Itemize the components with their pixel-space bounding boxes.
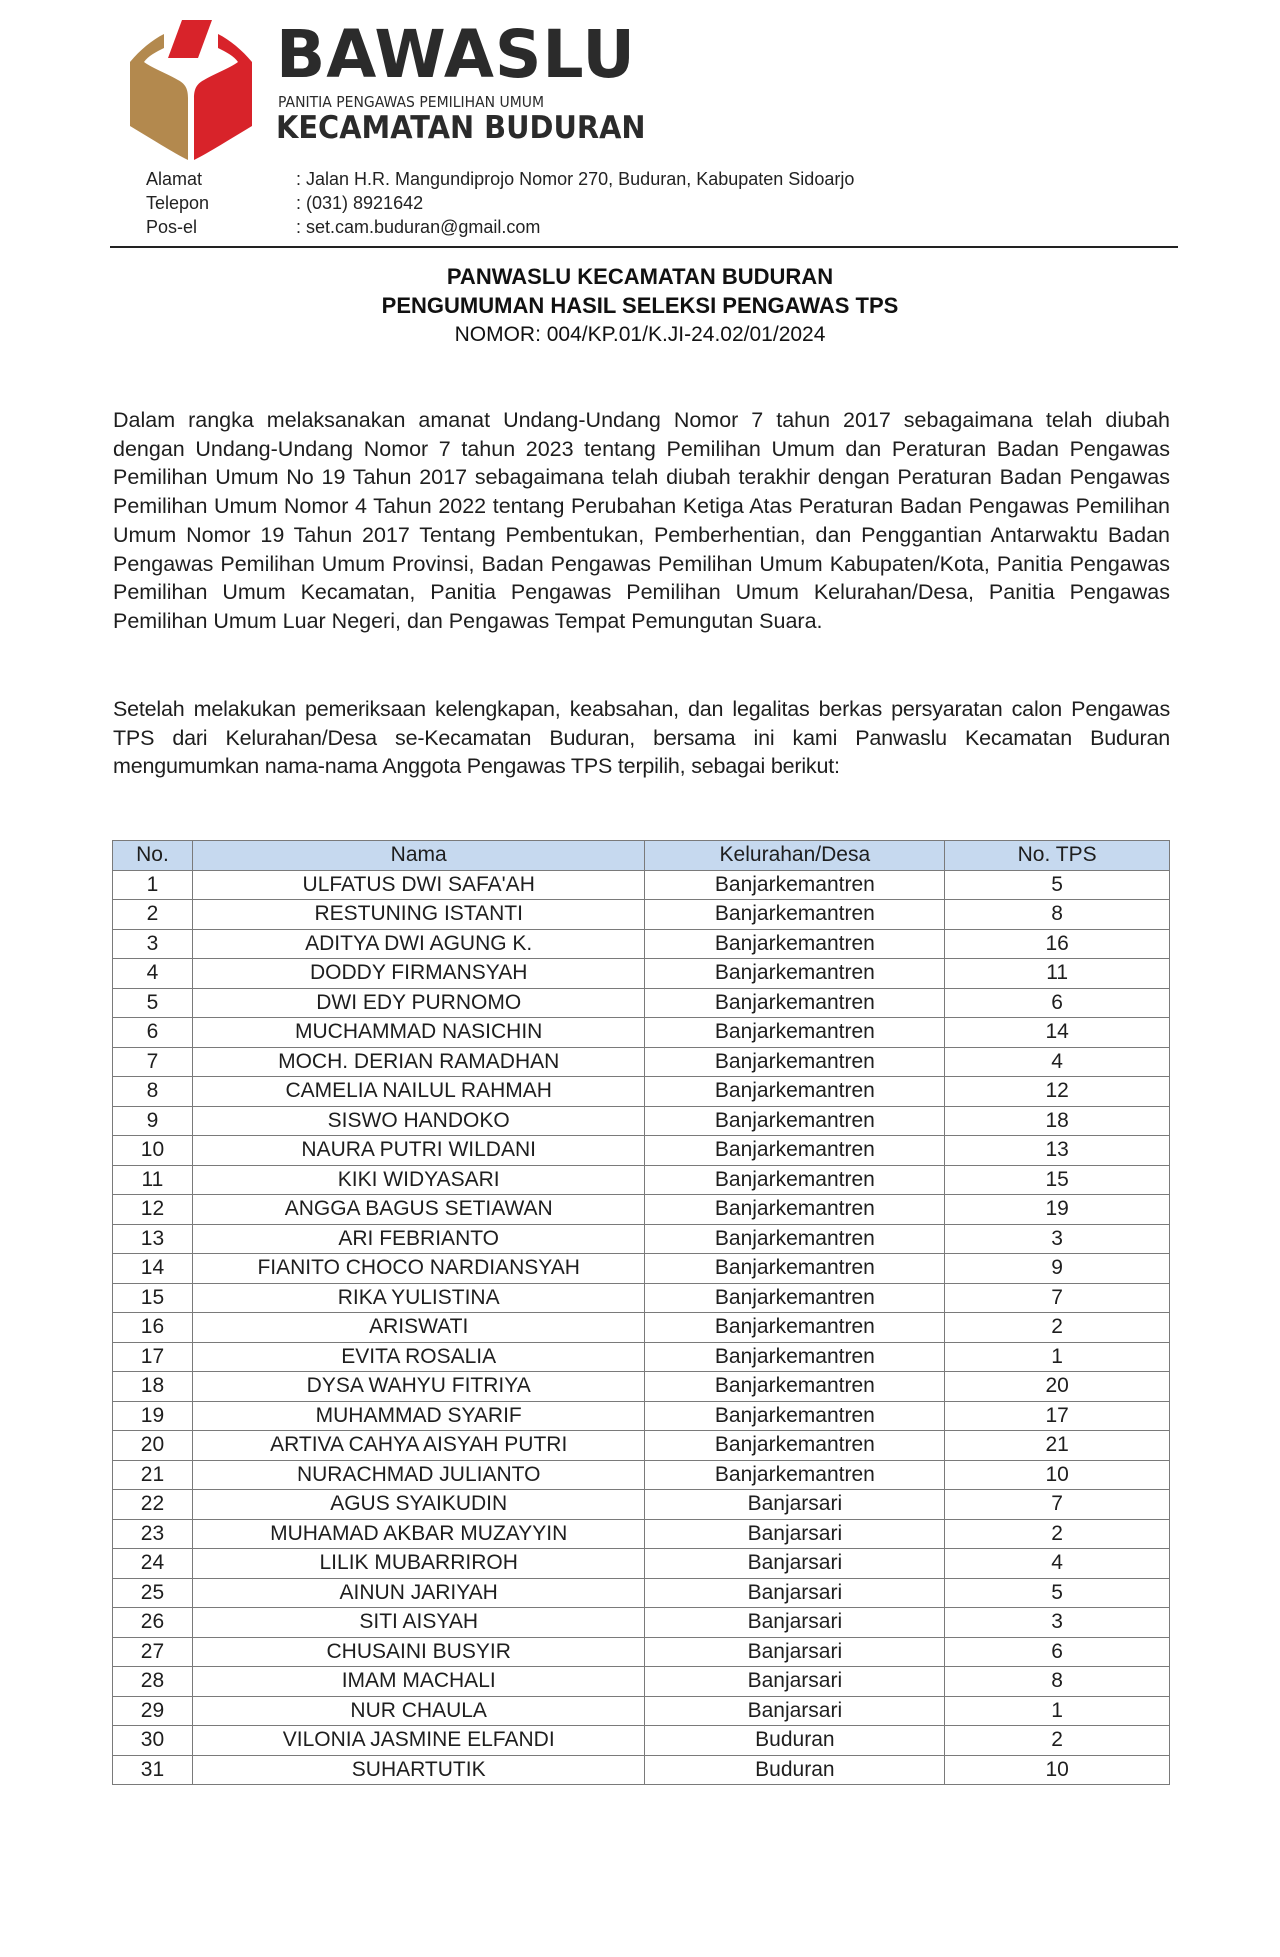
table-row: [113, 988, 1170, 1018]
cell-village: Banjarkemantren: [645, 1106, 945, 1136]
table-row: [113, 1165, 1170, 1195]
cell-name: CAMELIA NAILUL RAHMAH: [192, 1077, 645, 1107]
contact-value: : set.cam.buduran@gmail.com: [296, 217, 541, 237]
cell-tps: 5: [945, 870, 1170, 900]
cell-name: RIKA YULISTINA: [192, 1283, 645, 1313]
table-row: [113, 1608, 1170, 1638]
table-row: [113, 1047, 1170, 1077]
cell-village: Banjarkemantren: [645, 1195, 945, 1225]
paragraph-announcement: Setelah melakukan pemeriksaan kelengkapan, keabsahan, dan legalitas berkas persyaratan calon Pengawas TPS dari Kelurahan/Desa se-Kecamatan Buduran, bersama ini kami Panwaslu Kecamatan Buduran mengumumkan nama-nama Anggota Pengawas TPS terpilih, sebagai berikut:: [113, 697, 1170, 779]
table-header-row: [113, 841, 1170, 871]
cell-village: Banjarkemantren: [645, 988, 945, 1018]
cell-no: 25: [113, 1578, 193, 1608]
table-row: [113, 1519, 1170, 1549]
cell-tps: 17: [945, 1401, 1170, 1431]
cell-no: 5: [113, 988, 193, 1018]
cell-tps: 10: [945, 1755, 1170, 1785]
table-row: [113, 1313, 1170, 1343]
cell-tps: 13: [945, 1136, 1170, 1166]
cell-village: Buduran: [645, 1726, 945, 1756]
column-header-no: No.: [113, 841, 193, 871]
cell-tps: 4: [945, 1549, 1170, 1579]
cell-village: Banjarsari: [645, 1667, 945, 1697]
cell-no: 11: [113, 1165, 193, 1195]
table-body: [113, 870, 1170, 1785]
column-header-village: Kelurahan/Desa: [645, 841, 945, 871]
document-number: NOMOR: 004/KP.01/K.JI-24.02/01/2024: [454, 323, 826, 346]
cell-no: 19: [113, 1401, 193, 1431]
cell-village: Banjarsari: [645, 1490, 945, 1520]
cell-name: SITI AISYAH: [192, 1608, 645, 1638]
cell-village: Banjarkemantren: [645, 870, 945, 900]
cell-tps: 7: [945, 1283, 1170, 1313]
cell-name: NURACHMAD JULIANTO: [192, 1460, 645, 1490]
paragraph-legal-basis: Dalam rangka melaksanakan amanat Undang-Undang Nomor 7 tahun 2017 sebagaimana telah diubah dengan Undang-Undang Nomor 7 tahun 2023 tentang Pemilihan Umum dan Peraturan Badan Pengawas Pemilihan Umum No 19 Tahun 2017 sebagaimana telah diubah terakhir dengan Peraturan Badan Pengawas Pemilihan Umum Nomor 4 Tahun 2022 tentang Perubahan Ketiga Atas Peraturan Badan Pengawas Pemilihan Umum Nomor 19 Tahun 2017 Tentang Pembentukan, Pemberhentian, dan Penggantian Antarwaktu Badan Pengawas Pemilihan Umum Provinsi, Badan Pengawas Pemilihan Umum Kabupaten/Kota, Panitia Pengawas Pemilihan Umum Kecamatan, Panitia Pengawas Pemilihan Umum Kelurahan/Desa, Panitia Pengawas Pemilihan Umum Luar Negeri, dan Pengawas Tempat Pemungutan Suara.: [113, 408, 1170, 633]
column-header-name: Nama: [192, 841, 645, 871]
cell-village: Banjarkemantren: [645, 1313, 945, 1343]
cell-tps: 3: [945, 1224, 1170, 1254]
cell-name: MUCHAMMAD NASICHIN: [192, 1018, 645, 1048]
table-row: [113, 900, 1170, 930]
contact-email: [146, 215, 854, 239]
cell-name: RESTUNING ISTANTI: [192, 900, 645, 930]
cell-no: 24: [113, 1549, 193, 1579]
title-line-2: PENGUMUMAN HASIL SELEKSI PENGAWAS TPS: [381, 293, 899, 318]
cell-name: MOCH. DERIAN RAMADHAN: [192, 1047, 645, 1077]
cell-name: SUHARTUTIK: [192, 1755, 645, 1785]
cell-name: SISWO HANDOKO: [192, 1106, 645, 1136]
cell-no: 16: [113, 1313, 193, 1343]
table-row: [113, 929, 1170, 959]
cell-name: DODDY FIRMANSYAH: [192, 959, 645, 989]
cell-name: ANGGA BAGUS SETIAWAN: [192, 1195, 645, 1225]
cell-name: ARTIVA CAHYA AISYAH PUTRI: [192, 1431, 645, 1461]
cell-no: 10: [113, 1136, 193, 1166]
table-row: [113, 1637, 1170, 1667]
cell-tps: 5: [945, 1578, 1170, 1608]
cell-name: ADITYA DWI AGUNG K.: [192, 929, 645, 959]
cell-name: DWI EDY PURNOMO: [192, 988, 645, 1018]
table-row: [113, 1372, 1170, 1402]
cell-no: 4: [113, 959, 193, 989]
table-row: [113, 1195, 1170, 1225]
cell-name: ARI FEBRIANTO: [192, 1224, 645, 1254]
cell-village: Banjarkemantren: [645, 1224, 945, 1254]
cell-village: Banjarsari: [645, 1519, 945, 1549]
brand-district: KECAMATAN BUDURAN: [276, 110, 646, 146]
cell-no: 15: [113, 1283, 193, 1313]
table-row: [113, 1578, 1170, 1608]
cell-name: AGUS SYAIKUDIN: [192, 1490, 645, 1520]
contact-label: Alamat: [146, 169, 203, 189]
cell-no: 7: [113, 1047, 193, 1077]
table-row: [113, 1283, 1170, 1313]
cell-tps: 11: [945, 959, 1170, 989]
cell-village: Buduran: [645, 1755, 945, 1785]
contact-address: [146, 167, 854, 191]
cell-name: ARISWATI: [192, 1313, 645, 1343]
cell-tps: 3: [945, 1608, 1170, 1638]
cell-tps: 19: [945, 1195, 1170, 1225]
cell-tps: 15: [945, 1165, 1170, 1195]
contact-value: : Jalan H.R. Mangundiprojo Nomor 270, Buduran, Kabupaten Sidoarjo: [296, 169, 855, 189]
cell-no: 28: [113, 1667, 193, 1697]
cell-tps: 10: [945, 1460, 1170, 1490]
cell-tps: 9: [945, 1254, 1170, 1284]
cell-name: NUR CHAULA: [192, 1696, 645, 1726]
cell-village: Banjarkemantren: [645, 1342, 945, 1372]
contact-label: Pos-el: [146, 217, 198, 237]
cell-village: Banjarkemantren: [645, 1372, 945, 1402]
cell-no: 23: [113, 1519, 193, 1549]
table-row: [113, 1667, 1170, 1697]
table-row: [113, 1490, 1170, 1520]
table-row: [113, 1018, 1170, 1048]
table-row: [113, 1254, 1170, 1284]
cell-no: 30: [113, 1726, 193, 1756]
cell-village: Banjarkemantren: [645, 929, 945, 959]
cell-tps: 4: [945, 1047, 1170, 1077]
table-row: [113, 1106, 1170, 1136]
table-row: [113, 1401, 1170, 1431]
selection-results-table: [112, 840, 1170, 1785]
cell-village: Banjarkemantren: [645, 1136, 945, 1166]
table-row: [113, 959, 1170, 989]
table-row: [113, 1077, 1170, 1107]
brand-name: BAWASLU: [276, 16, 636, 93]
cell-no: 20: [113, 1431, 193, 1461]
cell-no: 2: [113, 900, 193, 930]
cell-no: 9: [113, 1106, 193, 1136]
cell-tps: 8: [945, 900, 1170, 930]
table-row: [113, 1460, 1170, 1490]
cell-no: 21: [113, 1460, 193, 1490]
cell-no: 29: [113, 1696, 193, 1726]
cell-village: Banjarkemantren: [645, 1460, 945, 1490]
cell-no: 13: [113, 1224, 193, 1254]
cell-name: MUHAMMAD SYARIF: [192, 1401, 645, 1431]
cell-no: 1: [113, 870, 193, 900]
cell-village: Banjarkemantren: [645, 1077, 945, 1107]
table-row: [113, 1726, 1170, 1756]
cell-village: Banjarkemantren: [645, 1283, 945, 1313]
cell-no: 31: [113, 1755, 193, 1785]
table-row: [113, 1755, 1170, 1785]
letterhead: [0, 0, 1280, 250]
table-row: [113, 1342, 1170, 1372]
cell-village: Banjarkemantren: [645, 1254, 945, 1284]
cell-village: Banjarkemantren: [645, 1018, 945, 1048]
cell-tps: 2: [945, 1726, 1170, 1756]
title-line-1: PANWASLU KECAMATAN BUDURAN: [446, 264, 834, 289]
cell-name: CHUSAINI BUSYIR: [192, 1637, 645, 1667]
document-title: [0, 262, 1280, 349]
cell-tps: 18: [945, 1106, 1170, 1136]
table-row: [113, 1224, 1170, 1254]
contact-phone: [146, 191, 854, 215]
cell-no: 27: [113, 1637, 193, 1667]
bawaslu-logo-icon: [122, 14, 272, 160]
cell-village: Banjarkemantren: [645, 1431, 945, 1461]
table-row: [113, 1431, 1170, 1461]
cell-no: 14: [113, 1254, 193, 1284]
cell-tps: 21: [945, 1431, 1170, 1461]
cell-no: 12: [113, 1195, 193, 1225]
cell-tps: 7: [945, 1490, 1170, 1520]
cell-village: Banjarkemantren: [645, 1165, 945, 1195]
cell-no: 6: [113, 1018, 193, 1048]
cell-name: DYSA WAHYU FITRIYA: [192, 1372, 645, 1402]
cell-no: 22: [113, 1490, 193, 1520]
cell-tps: 1: [945, 1342, 1170, 1372]
cell-name: KIKI WIDYASARI: [192, 1165, 645, 1195]
cell-name: FIANITO CHOCO NARDIANSYAH: [192, 1254, 645, 1284]
table-row: [113, 1136, 1170, 1166]
cell-village: Banjarkemantren: [645, 959, 945, 989]
contact-info: [146, 167, 854, 239]
letterhead-divider: [110, 246, 1178, 248]
cell-name: LILIK MUBARRIROH: [192, 1549, 645, 1579]
cell-name: MUHAMAD AKBAR MUZAYYIN: [192, 1519, 645, 1549]
contact-label: Telepon: [146, 193, 210, 213]
cell-name: AINUN JARIYAH: [192, 1578, 645, 1608]
table-row: [113, 1696, 1170, 1726]
contact-value: : (031) 8921642: [296, 193, 424, 213]
cell-tps: 2: [945, 1313, 1170, 1343]
cell-name: IMAM MACHALI: [192, 1667, 645, 1697]
cell-tps: 20: [945, 1372, 1170, 1402]
cell-no: 3: [113, 929, 193, 959]
cell-village: Banjarsari: [645, 1549, 945, 1579]
cell-name: ULFATUS DWI SAFA'AH: [192, 870, 645, 900]
cell-tps: 8: [945, 1667, 1170, 1697]
cell-no: 18: [113, 1372, 193, 1402]
cell-no: 26: [113, 1608, 193, 1638]
brand-subtitle: PANITIA PENGAWAS PEMILIHAN UMUM: [278, 93, 545, 111]
cell-tps: 2: [945, 1519, 1170, 1549]
cell-village: Banjarsari: [645, 1578, 945, 1608]
cell-tps: 6: [945, 1637, 1170, 1667]
cell-village: Banjarsari: [645, 1696, 945, 1726]
cell-tps: 1: [945, 1696, 1170, 1726]
table-row: [113, 1549, 1170, 1579]
cell-village: Banjarsari: [645, 1608, 945, 1638]
cell-name: EVITA ROSALIA: [192, 1342, 645, 1372]
cell-village: Banjarkemantren: [645, 900, 945, 930]
cell-tps: 12: [945, 1077, 1170, 1107]
cell-name: VILONIA JASMINE ELFANDI: [192, 1726, 645, 1756]
table-row: [113, 870, 1170, 900]
cell-no: 17: [113, 1342, 193, 1372]
cell-name: NAURA PUTRI WILDANI: [192, 1136, 645, 1166]
cell-no: 8: [113, 1077, 193, 1107]
cell-village: Banjarkemantren: [645, 1401, 945, 1431]
cell-tps: 16: [945, 929, 1170, 959]
cell-tps: 6: [945, 988, 1170, 1018]
column-header-tps: No. TPS: [945, 841, 1170, 871]
cell-village: Banjarkemantren: [645, 1047, 945, 1077]
cell-tps: 14: [945, 1018, 1170, 1048]
cell-village: Banjarsari: [645, 1637, 945, 1667]
